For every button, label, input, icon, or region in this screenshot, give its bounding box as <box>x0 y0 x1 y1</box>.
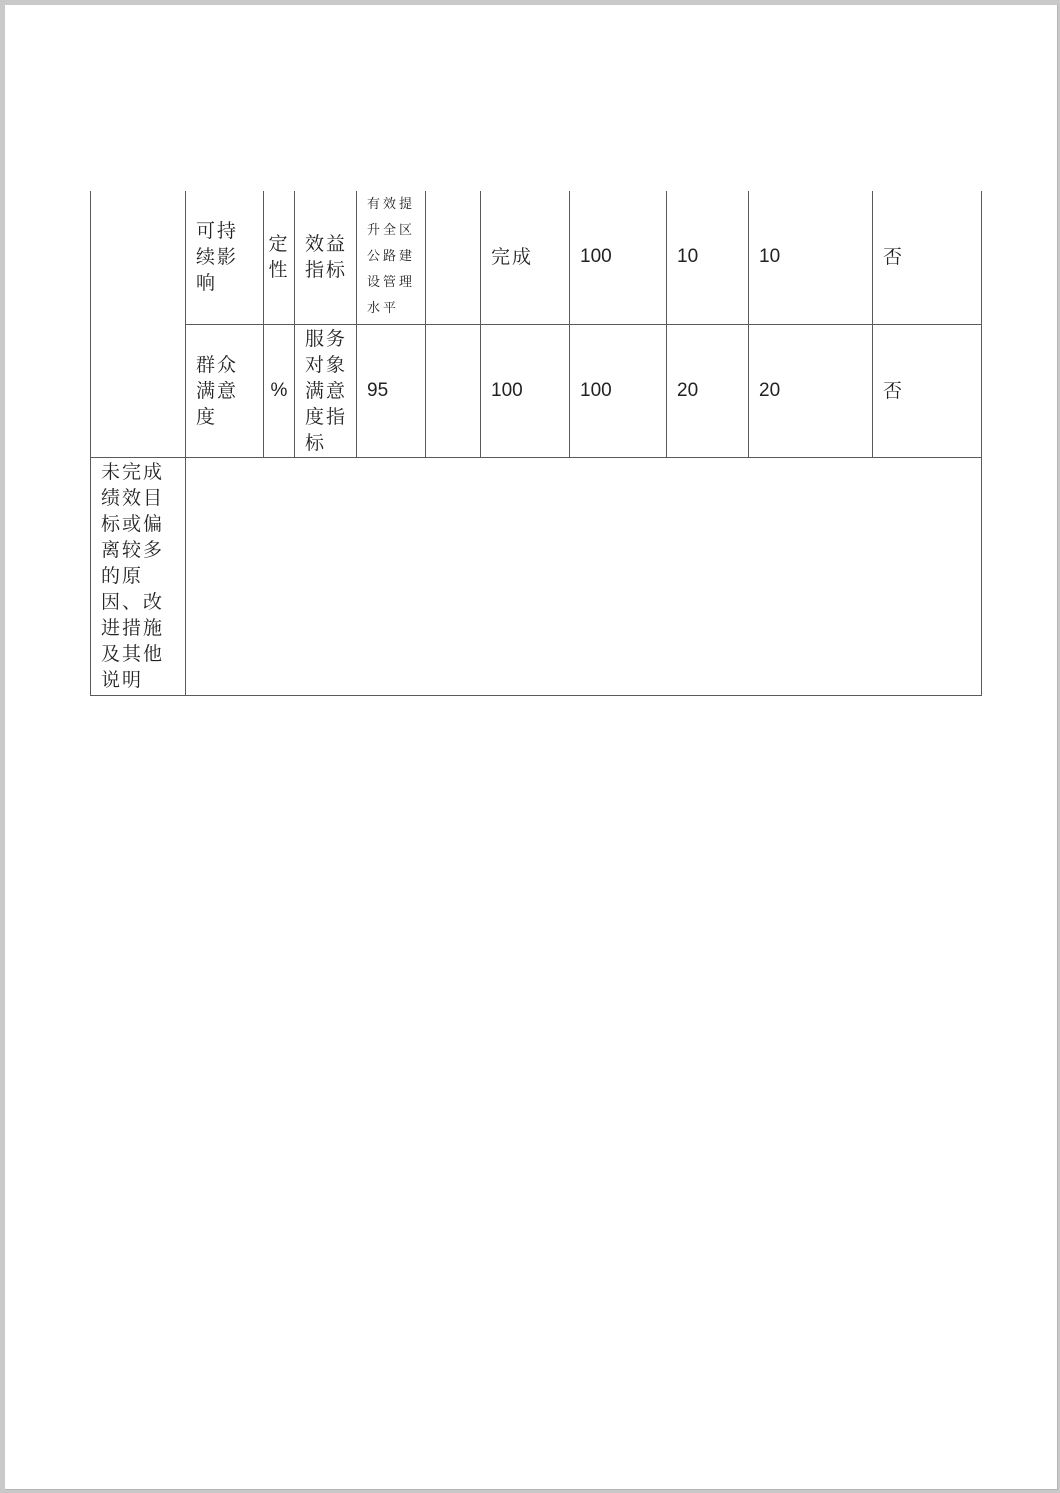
target-cell: 有效提升全区公路建设管理水平 <box>357 191 426 324</box>
weight-cell: 100 <box>570 324 667 457</box>
note-content-cell <box>186 457 982 695</box>
note-label-cell: 未完成绩效目标或偏离较多的原因、改进措施及其他说明 <box>91 457 186 695</box>
score-full-cell: 10 <box>667 191 749 324</box>
description-cell: 效益指标 <box>295 191 357 324</box>
blank-cell <box>426 191 481 324</box>
flag-cell: 否 <box>873 324 982 457</box>
flag-cell: 否 <box>873 191 982 324</box>
performance-table <box>90 191 982 696</box>
table-row <box>91 457 982 695</box>
description-cell: 服务对象满意度指标 <box>295 324 357 457</box>
document-page <box>5 5 1058 1490</box>
blank-cell <box>426 324 481 457</box>
table-row <box>91 324 982 457</box>
score-cell: 10 <box>749 191 873 324</box>
actual-cell: 完成 <box>481 191 570 324</box>
actual-cell: 100 <box>481 324 570 457</box>
merged-left-cell <box>91 191 186 457</box>
table-row <box>91 191 982 324</box>
unit-cell: % <box>264 324 295 457</box>
indicator-cell: 群众满意度 <box>186 324 264 457</box>
target-cell: 95 <box>357 324 426 457</box>
indicator-cell: 可持续影响 <box>186 191 264 324</box>
score-cell: 20 <box>749 324 873 457</box>
weight-cell: 100 <box>570 191 667 324</box>
score-full-cell: 20 <box>667 324 749 457</box>
unit-cell: 定性 <box>264 191 295 324</box>
